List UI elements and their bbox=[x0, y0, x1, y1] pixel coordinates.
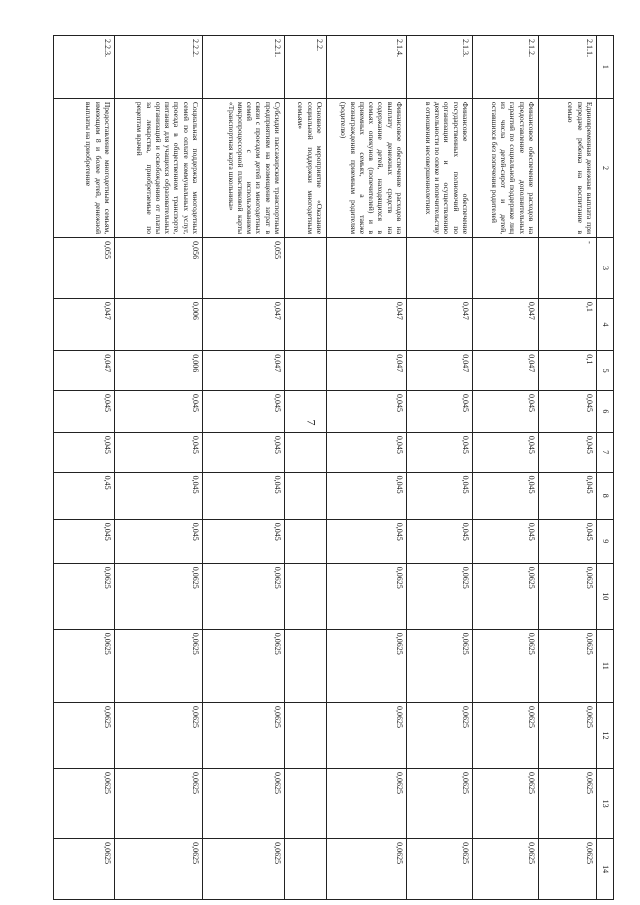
row-name: Предоставление многодетным семьям, имеющим 8 и более детей, денежной выплаты на приобретение bbox=[54, 98, 115, 237]
row-name: Единовременная денежная выплата при передаче ребенка на воспитание в семью bbox=[539, 98, 597, 237]
cell-value: 0,006 bbox=[115, 298, 203, 350]
cell-value: 0,0625 bbox=[473, 563, 539, 629]
cell-value: 0,045 bbox=[539, 519, 597, 563]
cell-value: 0,047 bbox=[327, 298, 407, 350]
cell-value: 0,0625 bbox=[115, 703, 203, 769]
cell-value bbox=[285, 298, 327, 350]
cell-value: 0,045 bbox=[407, 432, 473, 472]
cell-value: 0,047 bbox=[407, 351, 473, 391]
cell-value: 0,0625 bbox=[473, 769, 539, 839]
cell-value: 0,047 bbox=[54, 351, 115, 391]
cell-value bbox=[285, 519, 327, 563]
cell-value bbox=[407, 238, 473, 299]
column-header: 11 bbox=[597, 629, 614, 702]
cell-value: 0,0625 bbox=[115, 563, 203, 629]
column-header: 5 bbox=[597, 351, 614, 391]
cell-value: 0,047 bbox=[203, 298, 285, 350]
rotated-table-wrapper bbox=[57, 35, 614, 900]
cell-value: 0,0625 bbox=[54, 563, 115, 629]
cell-value bbox=[285, 472, 327, 519]
cell-value: 0,0625 bbox=[327, 703, 407, 769]
cell-value: - bbox=[539, 238, 597, 299]
cell-value: 0,0625 bbox=[407, 629, 473, 702]
cell-value: 0,0625 bbox=[203, 839, 285, 900]
cell-value: 0,0625 bbox=[407, 703, 473, 769]
cell-value: 0,045 bbox=[203, 432, 285, 472]
cell-value: 0,0625 bbox=[473, 703, 539, 769]
row-code: 2.2.1. bbox=[203, 36, 285, 99]
row-code: 2.2.3. bbox=[54, 36, 115, 99]
row-code: 2.1.4. bbox=[327, 36, 407, 99]
cell-value: 0,0625 bbox=[203, 563, 285, 629]
cell-value: 0,0625 bbox=[327, 839, 407, 900]
cell-value: 0,0625 bbox=[539, 629, 597, 702]
row-name: Основное мероприятие «Оказание социальной поддержки многодетным семьям» bbox=[285, 98, 327, 237]
column-header: 9 bbox=[597, 519, 614, 563]
cell-value: 0,0625 bbox=[203, 703, 285, 769]
cell-value: 0,0625 bbox=[54, 839, 115, 900]
cell-value: 0,045 bbox=[407, 472, 473, 519]
cell-value: 0,047 bbox=[407, 298, 473, 350]
column-header: 13 bbox=[597, 769, 614, 839]
cell-value: 0,0625 bbox=[203, 629, 285, 702]
cell-value: 0,045 bbox=[473, 519, 539, 563]
cell-value: 0,047 bbox=[473, 298, 539, 350]
row-name: Финансовое обеспечение государственных полномочий по организации и осуществлению деятельности по опеке и попечительству в отношении несовершеннолетних bbox=[407, 98, 473, 237]
cell-value: 0,045 bbox=[203, 472, 285, 519]
cell-value: 0,045 bbox=[407, 390, 473, 432]
cell-value: 0,045 bbox=[54, 432, 115, 472]
cell-value: 0,045 bbox=[407, 519, 473, 563]
row-code: 2.1.3. bbox=[407, 36, 473, 99]
cell-value: 0,0625 bbox=[539, 839, 597, 900]
column-header: 14 bbox=[597, 839, 614, 900]
table-row bbox=[539, 36, 597, 900]
page-number: 7 bbox=[304, 419, 319, 426]
column-header: 3 bbox=[597, 238, 614, 299]
table-row bbox=[407, 36, 473, 900]
cell-value: 0,045 bbox=[539, 390, 597, 432]
cell-value: 0,045 bbox=[327, 390, 407, 432]
cell-value: 0,045 bbox=[327, 519, 407, 563]
cell-value: 0,045 bbox=[473, 472, 539, 519]
cell-value bbox=[285, 563, 327, 629]
cell-value: 0,0625 bbox=[54, 703, 115, 769]
cell-value: 0,006 bbox=[115, 351, 203, 391]
cell-value bbox=[285, 238, 327, 299]
column-header: 10 bbox=[597, 563, 614, 629]
cell-value bbox=[285, 390, 327, 432]
cell-value: 0,0625 bbox=[54, 769, 115, 839]
cell-value: 0,045 bbox=[327, 432, 407, 472]
cell-value: 0,045 bbox=[203, 390, 285, 432]
cell-value: 0,0625 bbox=[473, 839, 539, 900]
cell-value: 0,0625 bbox=[327, 629, 407, 702]
cell-value: 0,047 bbox=[473, 351, 539, 391]
cell-value: 0,0625 bbox=[473, 629, 539, 702]
cell-value: 0,045 bbox=[203, 519, 285, 563]
row-name: Субсидии пассажирским транспортным предприятиям на возмещение затрат в связи с проездом детей из многодетных семей с использованием микропроцессорной пластиковой карты «Транспортная карта школьника» bbox=[203, 98, 285, 237]
cell-value: 0,056 bbox=[115, 238, 203, 299]
row-name: Финансовое обеспечение расходов на предоставление дополнительных гарантий по социальной поддержке лиц из числа детей-сирот и детей, оставшихся без попечения родителей bbox=[473, 98, 539, 237]
cell-value: 0,047 bbox=[327, 351, 407, 391]
cell-value: 0,0625 bbox=[115, 629, 203, 702]
cell-value bbox=[285, 703, 327, 769]
cell-value: 0,0625 bbox=[407, 563, 473, 629]
cell-value: 0,1 bbox=[539, 298, 597, 350]
cell-value: 0,0625 bbox=[54, 629, 115, 702]
cell-value: 0,0625 bbox=[203, 769, 285, 839]
cell-value: 0,045 bbox=[473, 390, 539, 432]
cell-value: 0,0625 bbox=[327, 563, 407, 629]
cell-value bbox=[473, 238, 539, 299]
cell-value: 0,0625 bbox=[115, 839, 203, 900]
column-header: 7 bbox=[597, 432, 614, 472]
cell-value: 0,045 bbox=[54, 519, 115, 563]
table-row bbox=[473, 36, 539, 900]
cell-value: 0,045 bbox=[327, 472, 407, 519]
cell-value bbox=[285, 432, 327, 472]
table-row bbox=[203, 36, 285, 900]
cell-value: 0,045 bbox=[115, 472, 203, 519]
cell-value: 0,045 bbox=[473, 432, 539, 472]
cell-value: 0,045 bbox=[115, 390, 203, 432]
cell-value: 0,0625 bbox=[327, 769, 407, 839]
column-header: 8 bbox=[597, 472, 614, 519]
table-row bbox=[327, 36, 407, 900]
cell-value: 0,0625 bbox=[115, 769, 203, 839]
row-name: Финансовое обеспечение расходов на выплату денежных средств на содержание детей, находящихся в семьях опекунов (попечителей) и в приемных семьях, а также вознаграждения приемным родителям (родителю) bbox=[327, 98, 407, 237]
cell-value: 0,047 bbox=[54, 298, 115, 350]
cell-value: 0,45 bbox=[54, 472, 115, 519]
column-header: 12 bbox=[597, 703, 614, 769]
cell-value: 0,055 bbox=[54, 238, 115, 299]
cell-value: 0,047 bbox=[203, 351, 285, 391]
cell-value bbox=[285, 351, 327, 391]
cell-value: 0,0625 bbox=[407, 839, 473, 900]
cell-value: 0,045 bbox=[115, 432, 203, 472]
cell-value: 0,0625 bbox=[539, 769, 597, 839]
row-name: Социальная поддержка многодетных семей по оплате коммунальных услуг, проезда в общественном транспорте, питания для учащихся образовательных организаций и освобождению от платы за лекарства, приобретаемые по рецептам врачей bbox=[115, 98, 203, 237]
table-row bbox=[54, 36, 115, 900]
row-code: 2.1.1. bbox=[539, 36, 597, 99]
cell-value bbox=[285, 769, 327, 839]
cell-value: 0,0625 bbox=[539, 703, 597, 769]
column-header: 6 bbox=[597, 390, 614, 432]
cell-value bbox=[327, 238, 407, 299]
row-code: 2.2. bbox=[285, 36, 327, 99]
cell-value: 0,1 bbox=[539, 351, 597, 391]
column-header: 2 bbox=[597, 98, 614, 237]
cell-value: 0,045 bbox=[539, 472, 597, 519]
cell-value: 0,045 bbox=[115, 519, 203, 563]
cell-value: 0,0625 bbox=[539, 563, 597, 629]
indicators-table bbox=[53, 35, 614, 900]
row-code: 2.2.2. bbox=[115, 36, 203, 99]
cell-value: 0,0625 bbox=[407, 769, 473, 839]
cell-value bbox=[285, 629, 327, 702]
header-row bbox=[597, 36, 614, 900]
cell-value: 0,055 bbox=[203, 238, 285, 299]
row-code: 2.1.2. bbox=[473, 36, 539, 99]
column-header: 1 bbox=[597, 36, 614, 99]
table-row bbox=[285, 36, 327, 900]
cell-value: 0,045 bbox=[539, 432, 597, 472]
cell-value: 0,045 bbox=[54, 390, 115, 432]
table-row bbox=[115, 36, 203, 900]
column-header: 4 bbox=[597, 298, 614, 350]
cell-value bbox=[285, 839, 327, 900]
